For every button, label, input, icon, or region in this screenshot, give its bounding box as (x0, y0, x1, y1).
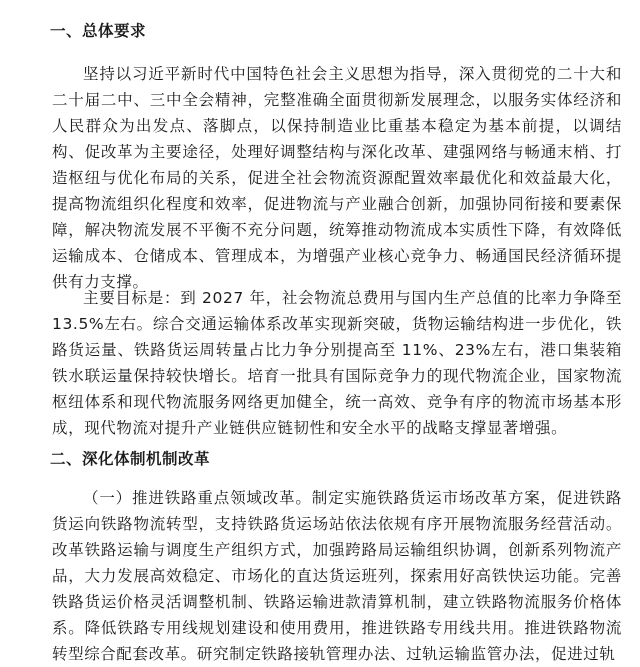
paragraph-guiding-principles: 坚持以习近平新时代中国特色社会主义思想为指导，深入贯彻党的二十大和二十届二中、三中全会精神，完整准确全面贯彻新发展理念，以服务实体经济和人民群众为出发点、落脚点，以保持制造业比重基本稳定为基本前提，以调结构、促改革为主要途径，处理好调整结构与深化改革、建强网络与畅通末梢、打造枢纽与优化布局的关系，促进全社会物流资源配置效率最优化和效益最大化，提高物流组织化程度和效率，促进物流与产业融合创新，加强协同衔接和要素保障，解决物流发展不平衡不充分问题，统筹推动物流成本实质性下降，有效降低运输成本、仓储成本、管理成本，为增强产业核心竞争力、畅通国民经济循环提供有力支撑。 (52, 65, 622, 291)
section-heading-overall-requirements: 一、总体要求 (50, 22, 147, 40)
paragraph-railway-reform: （一）推进铁路重点领域改革。制定实施铁路货运市场改革方案，促进铁路货运向铁路物流转型，支持铁路货运场站依法依规有序开展物流服务经营活动。改革铁路运输与调度生产组织方式，加强跨路局运输组织协调，创新系列物流产品，大力发展高效稳定、市场化的直达货运班列，探索用好高铁快运功能。完善铁路货运价格灵活调整机制、铁路运输进款清算机制，建立铁路物流服务价格体系。降低铁路专用线规划建设和使用费用，推进铁路专用线共用。推进铁路物流转型综合配套改革。研究制定铁路接轨管理办法、过轨运输监管办法，促进过轨 (52, 489, 622, 663)
section-heading-deepen-reform: 二、深化体制机制改革 (50, 450, 211, 468)
paragraph-main-goals: 主要目标是：到 2027 年，社会物流总费用与国内生产总值的比率力争降至 13.5%左右。综合交通运输体系改革实现新突破，货物运输结构进一步优化，铁路货运量、铁路货运周转量占比力争分别提高至 11%、23%左右，港口集装箱铁水联运量保持较快增长。培育一批具有国际竞争力的现代物流企业，国家物流枢纽体系和现代物流服务网络更加健全，统一高效、竞争有序的物流市场基本形成，现代物流对提升产业链供应链韧性和安全水平的战略支撑显著增强。 (52, 289, 622, 437)
